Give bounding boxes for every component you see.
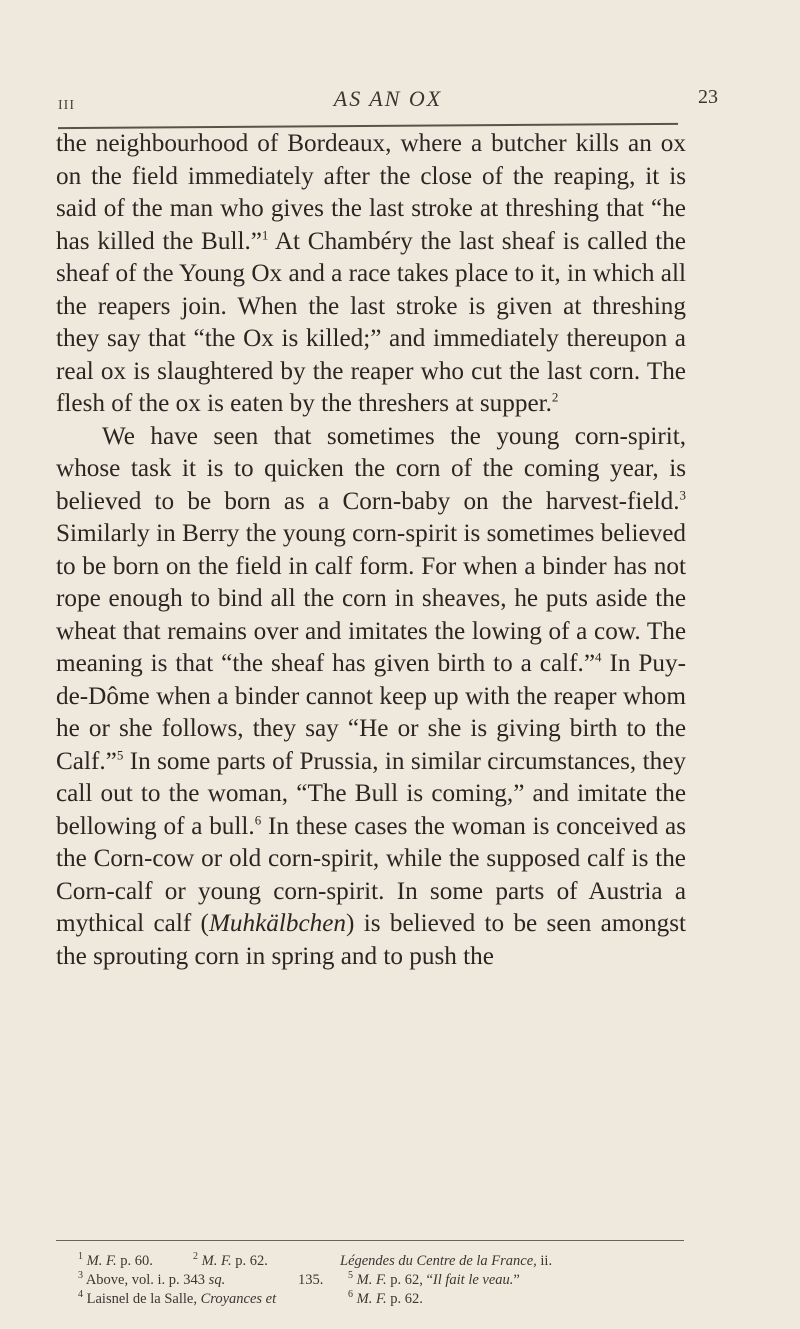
- footnote-4-page: 135.: [298, 1272, 324, 1288]
- footnote-marker: 6: [254, 812, 262, 828]
- text-run: Similarly in Berry the young corn-spirit is sometimes believed to be born on the field in calf form. For when a binder has not rope enough to bind all the corn in sheaves, he puts aside the wheat that remains over and imitates the lowing of a cow. The meaning is that “the sheaf has given birth to a calf.”: [56, 520, 686, 677]
- text-run: In Puy-de-Dôme when a binder cannot keep up with the reaper whom he or she follows, they say “He or she is giving birth to the Calf.”: [56, 650, 686, 775]
- body-text: [56, 128, 686, 973]
- footnote-row-1: [78, 1252, 698, 1271]
- paragraph-1: [56, 128, 686, 421]
- footnote-4-continued: Légendes du Centre de la France, ii.: [340, 1253, 553, 1269]
- italic-term: Muhkälbchen: [208, 910, 347, 937]
- footnote-marker: 3: [679, 487, 686, 503]
- footnote-row-2: [78, 1271, 698, 1290]
- paragraph-2: [56, 421, 686, 974]
- text-run: We have seen that sometimes the young corn-spirit, whose task it is to quicken the corn of the coming year, is believed to be born as a Corn-baby on the harvest-field.: [56, 422, 686, 515]
- chapter-number: III: [58, 98, 75, 113]
- text-run: ) is believed to be seen amongst the sprouting corn in spring and to push the: [56, 910, 686, 970]
- footnote-marker: 4: [595, 649, 602, 665]
- footnote-row-3: [78, 1290, 698, 1309]
- footnote-3: $^3$ Above, vol. i. p. 343 sq.: [78, 1270, 226, 1288]
- text-run: the neighbourhood of Bordeaux, where a butcher kills an ox on the field immediately after the close of the reaping, it is said of the man who gives the last stroke at threshing that “he has killed the Bull.”: [56, 130, 686, 255]
- footnote-marker: 1: [261, 227, 269, 243]
- footnote-rule: [56, 1240, 684, 1241]
- running-title: AS AN OX: [333, 86, 443, 111]
- page-number: 23: [698, 86, 718, 108]
- footnote-marker: 5: [116, 747, 124, 763]
- footnote-marker: 2: [551, 389, 559, 405]
- page-header: [58, 86, 718, 126]
- footnote-4: $^4$ Laisnel de la Salle, Croyances et: [78, 1289, 277, 1307]
- footnote-5: $^5$ M. F. p. 62, “Il fait le veau.”: [348, 1270, 520, 1288]
- text-run: In these cases the woman is conceived as the Corn-cow or old corn-spirit, while the supposed calf is the Corn-calf or young corn-spirit. In some parts of Austria a mythical calf (: [56, 812, 686, 937]
- footnote-2: $^2$ M. F. p. 62.: [193, 1251, 268, 1269]
- text-run: At Chambéry the last sheaf is called the sheaf of the Young Ox and a race takes place to it, in which all the reapers join. When the last stroke is given at threshing they say that “the Ox is killed;” and immediately thereupon a real ox is slaughtered by the reaper who cut the last corn. The flesh of the ox is eaten by the threshers at supper.: [56, 227, 686, 417]
- text-run: In some parts of Prussia, in similar circumstances, they call out to the woman, “The Bull is coming,” and imitate the bellowing of a bull.: [56, 747, 686, 840]
- footnote-1: $^1$ M. F. p. 60.: [78, 1251, 153, 1269]
- footnote-6: $^6$ M. F. p. 62.: [348, 1289, 423, 1307]
- footnotes: [78, 1252, 698, 1309]
